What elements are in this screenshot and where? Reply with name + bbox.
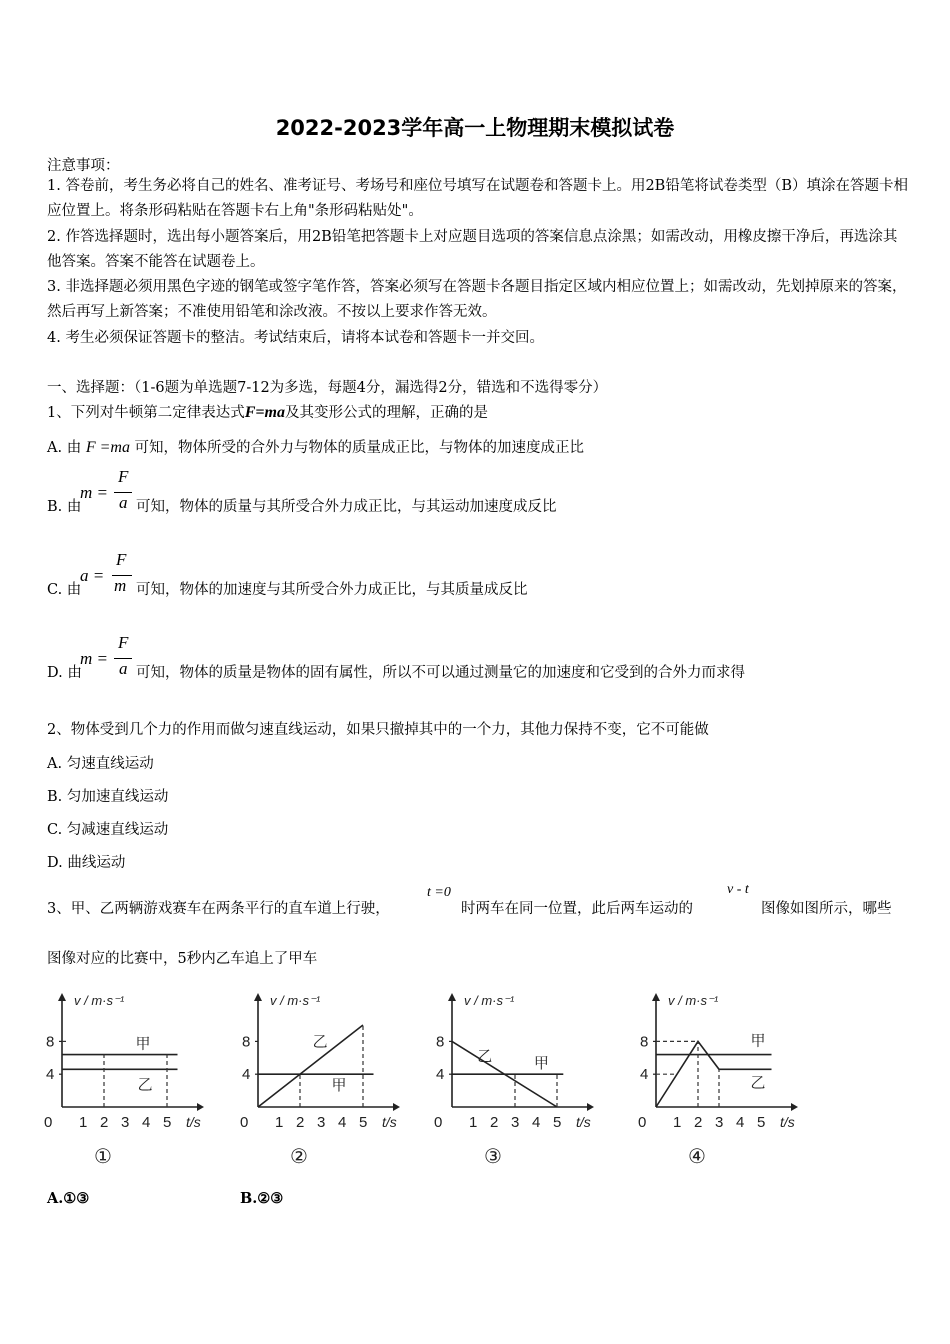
x-tick-label: 4 <box>532 1114 541 1131</box>
y-axis-label: v / m·s⁻¹ <box>74 993 125 1008</box>
x-axis-label: t/s <box>382 1114 397 1130</box>
series-label-jia: 甲 <box>750 1032 766 1050</box>
graph-number: ④ <box>688 1146 706 1168</box>
y-tick-label: 4 <box>436 1066 445 1084</box>
x-tick-label: 3 <box>715 1114 724 1131</box>
q1-c-text: 可知，物体的加速度与其所受合外力成正比，与其质量成反比 <box>136 582 528 598</box>
y-axis-label: v / m·s⁻¹ <box>668 993 719 1008</box>
q1-formula: F=ma <box>244 404 285 421</box>
q1-b-lhs: m = <box>80 483 108 502</box>
notice-item-4: 4. 考生必须保证答题卡的整洁。考试结束后，请将本试卷和答题卡一并交回。 <box>47 330 544 346</box>
x-axis-arrow <box>791 1103 798 1111</box>
y-axis-label: v / m·s⁻¹ <box>270 993 321 1008</box>
y-tick-label: 8 <box>640 1033 649 1051</box>
x-tick-label: 1 <box>275 1114 284 1131</box>
q1-a-text: 可知，物体所受的合外力与物体的质量成正比，与物体的加速度成正比 <box>134 440 585 456</box>
graph-number: ① <box>94 1146 112 1168</box>
y-tick-label: 8 <box>46 1033 55 1051</box>
x-tick-label: 0 <box>240 1114 249 1131</box>
q1-d-fraction <box>80 633 132 683</box>
vt-graphs <box>0 985 950 1175</box>
x-tick-label: 3 <box>317 1114 326 1131</box>
x-axis-label: t/s <box>780 1114 795 1130</box>
x-axis-label: t/s <box>576 1114 591 1130</box>
q1-c-num: F <box>116 550 127 569</box>
q1-b-text: 可知，物体的质量与其所受合外力成正比，与其运动加速度成反比 <box>136 499 557 515</box>
q1-b-fraction <box>80 467 132 517</box>
x-tick-label: 4 <box>142 1114 151 1131</box>
q3-option-a: A.①③ <box>47 1190 90 1207</box>
y-axis-arrow <box>58 993 66 1001</box>
q3-stem-b: 时两车在同一位置，此后两车运动的 <box>461 901 693 917</box>
q2-option-d: D. 曲线运动 <box>47 855 126 871</box>
x-axis-arrow <box>587 1103 594 1111</box>
q1-d-lhs: m = <box>80 649 108 668</box>
x-tick-label: 5 <box>553 1114 562 1131</box>
y-axis-arrow <box>254 993 262 1001</box>
q1-option-a <box>47 436 584 457</box>
notice-item-3: 3. 非选择题必须用黑色字迹的钢笔或签字笔作答，答案必须写在答题卡各题目指定区域内相应位置上；如需改动，先划掉原来的答案，然后再写上新答案；不准使用铅笔和涂改液。不按以上要求作答无效。 <box>47 279 907 320</box>
q1-b-den: a <box>119 493 128 512</box>
x-tick-label: 4 <box>338 1114 347 1131</box>
q1-d-text: 可知，物体的质量是物体的固有属性，所以不可以通过测量它的加速度和它受到的合外力而求得 <box>136 665 745 681</box>
q1-c-den: m <box>114 576 127 595</box>
x-tick-label: 4 <box>736 1114 745 1131</box>
series-label-yi: 乙 <box>312 1033 328 1051</box>
q1-b-num: F <box>118 467 129 486</box>
q1-a-formula: F =ma <box>85 439 130 456</box>
q3-stem-c: 图像如图所示，哪些 <box>761 901 892 917</box>
series-label-jia: 甲 <box>135 1035 151 1053</box>
x-tick-label: 1 <box>469 1114 478 1131</box>
x-tick-label: 2 <box>296 1114 305 1131</box>
q2-option-a: A. 匀速直线运动 <box>47 756 154 772</box>
notice-item-1: 1. 答卷前，考生务必将自己的姓名、准考证号、考场号和座位号填写在试题卷和答题卡上。用2B铅笔将试卷类型（B）填涂在答题卡相应位置上。将条形码粘贴在答题卡右上角"条形码粘贴处"。 <box>47 178 908 219</box>
series-label-jia: 甲 <box>331 1077 347 1095</box>
q1-a-pre: A. 由 <box>47 440 82 456</box>
series-line-yi <box>258 1025 363 1107</box>
series-label-jia: 甲 <box>533 1055 549 1073</box>
q3-t0: t =0 <box>427 885 451 900</box>
y-tick-label: 8 <box>436 1033 445 1051</box>
q2-stem: 2、物体受到几个力的作用而做匀速直线运动，如果只撤掉其中的一个力，其他力保持不变，它不可能做 <box>47 722 709 738</box>
section-heading: 一、选择题：（1-6题为单选题7-12为多选，每题4分，漏选得2分，错选和不选得零分） <box>47 380 608 396</box>
y-axis-arrow <box>448 993 456 1001</box>
x-tick-label: 5 <box>757 1114 766 1131</box>
q3-vt: v - t <box>727 882 749 897</box>
series-label-yi: 乙 <box>477 1048 493 1066</box>
x-tick-label: 1 <box>79 1114 88 1131</box>
q2-option-c: C. 匀减速直线运动 <box>47 822 169 838</box>
q3-option-b: B.②③ <box>240 1190 284 1207</box>
q1-d-den: a <box>119 659 128 678</box>
x-tick-label: 0 <box>434 1114 443 1131</box>
series-label-yi: 乙 <box>137 1076 153 1094</box>
x-tick-label: 5 <box>163 1114 172 1131</box>
y-tick-label: 4 <box>640 1066 649 1084</box>
q1-b-pre: B. 由 <box>47 499 82 515</box>
y-tick-label: 8 <box>242 1033 251 1051</box>
q1-stem-b: 及其变形公式的理解，正确的是 <box>284 405 488 421</box>
x-tick-label: 3 <box>511 1114 520 1131</box>
y-tick-label: 4 <box>242 1066 251 1084</box>
graph-number: ② <box>290 1146 308 1168</box>
graph-number: ③ <box>484 1146 502 1168</box>
page-title: 2022-2023学年高一上物理期末模拟试卷 <box>275 116 675 140</box>
q1-stem <box>47 401 488 422</box>
series-label-yi: 乙 <box>750 1074 766 1092</box>
x-tick-label: 1 <box>673 1114 682 1131</box>
x-axis-arrow <box>393 1103 400 1111</box>
x-tick-label: 3 <box>121 1114 130 1131</box>
q3-stem-a: 3、甲、乙两辆游戏赛车在两条平行的直车道上行驶， <box>47 901 390 917</box>
x-tick-label: 5 <box>359 1114 368 1131</box>
x-tick-label: 2 <box>490 1114 499 1131</box>
q1-stem-a: 1、下列对牛顿第二定律表达式 <box>47 405 245 421</box>
q3-stem-d: 图像对应的比赛中，5秒内乙车追上了甲车 <box>47 951 318 967</box>
q1-c-lhs: a = <box>80 566 105 585</box>
x-tick-label: 2 <box>694 1114 703 1131</box>
notice-item-2: 2. 作答选择题时，选出每小题答案后，用2B铅笔把答题卡上对应题目选项的答案信息点涂黑；如需改动，用橡皮擦干净后，再选涂其他答案。答案不能答在试题卷上。 <box>47 229 898 270</box>
notice-heading: 注意事项： <box>47 158 120 174</box>
y-tick-label: 4 <box>46 1066 55 1084</box>
x-tick-label: 2 <box>100 1114 109 1131</box>
y-axis-arrow <box>652 993 660 1001</box>
q2-option-b: B. 匀加速直线运动 <box>47 789 169 805</box>
q1-d-pre: D. 由 <box>47 665 82 681</box>
q1-d-num: F <box>118 633 129 652</box>
q1-c-fraction <box>80 550 132 600</box>
x-tick-label: 0 <box>44 1114 53 1131</box>
y-axis-label: v / m·s⁻¹ <box>464 993 515 1008</box>
q1-c-pre: C. 由 <box>47 582 82 598</box>
x-axis-label: t/s <box>186 1114 201 1130</box>
x-axis-arrow <box>197 1103 204 1111</box>
x-tick-label: 0 <box>638 1114 647 1131</box>
